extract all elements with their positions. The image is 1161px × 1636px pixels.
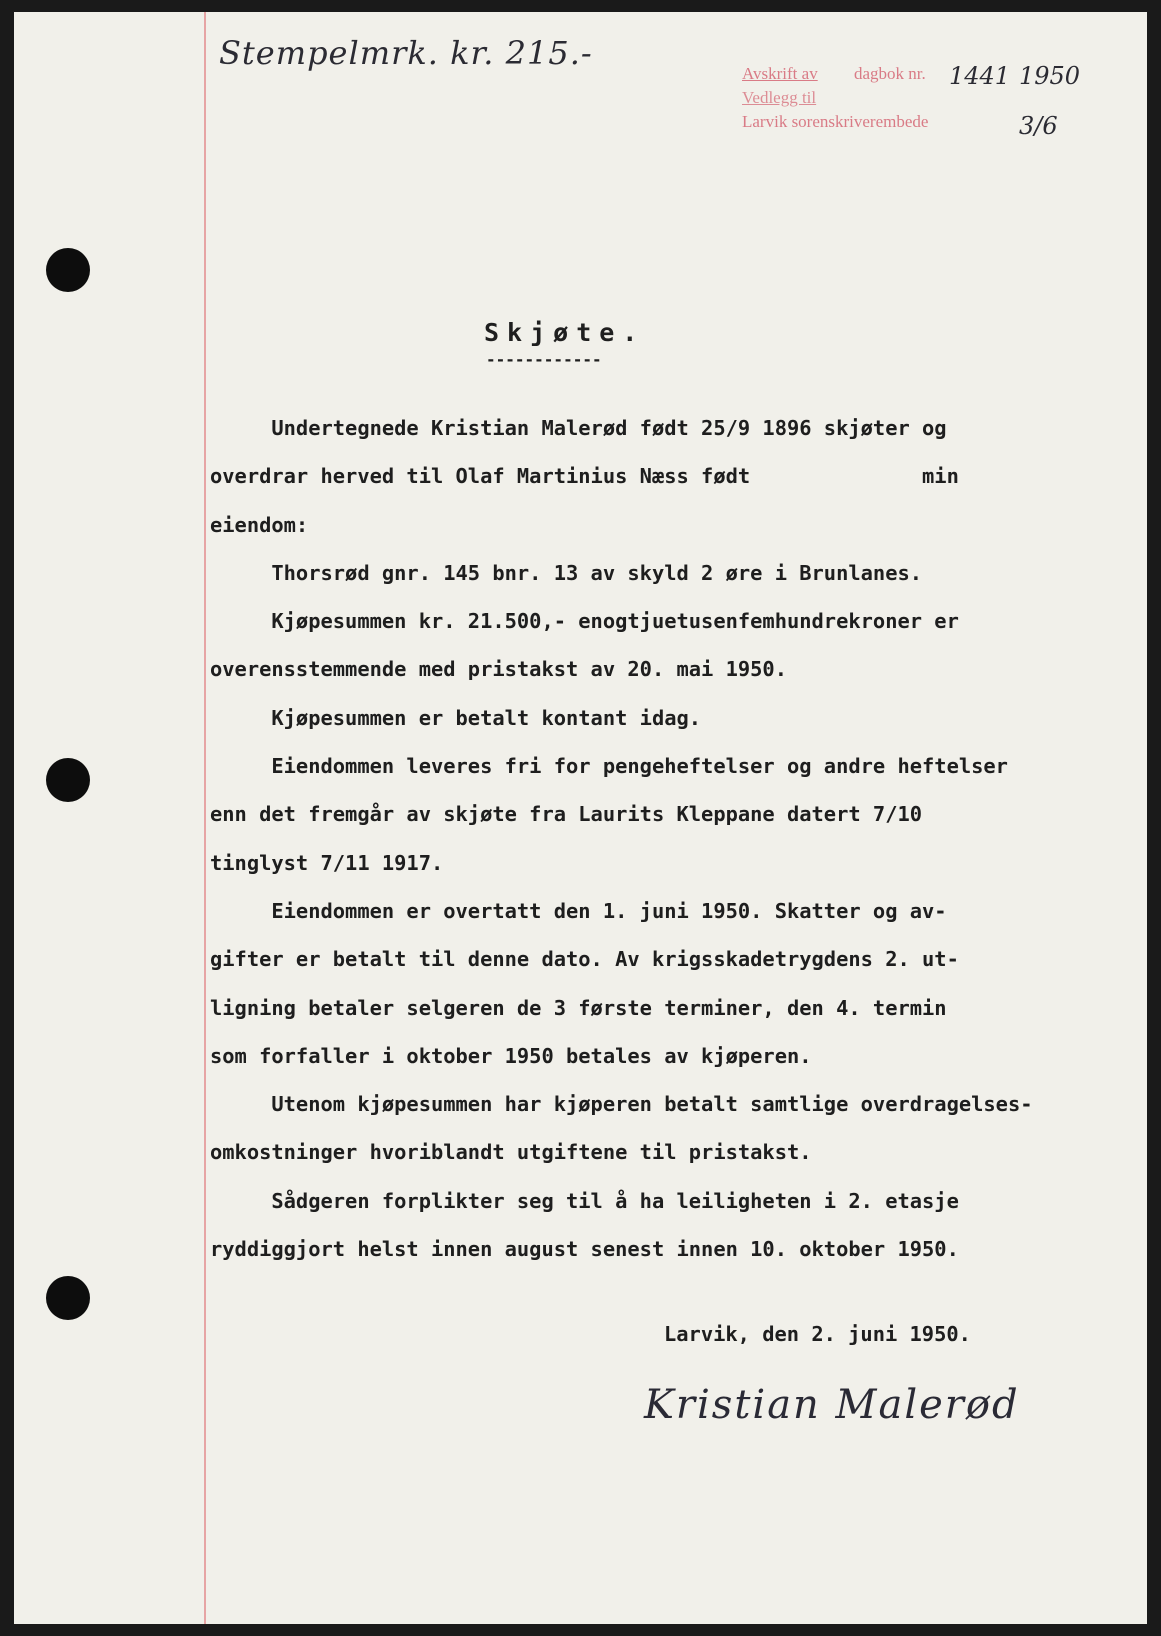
margin-rule: [204, 12, 206, 1624]
body-line: enn det fremgår av skjøte fra Laurits Kleppane datert 7/10: [210, 802, 923, 827]
body-line: Eiendommen er overtatt den 1. juni 1950. Skatter og av-: [210, 898, 947, 923]
stamp-dagbok-number: 1441: [949, 62, 1011, 90]
stamp-dagbok-label: dagbok nr.: [854, 64, 926, 83]
body-line: ryddiggjort helst innen august senest innen 10. oktober 1950.: [210, 1237, 959, 1262]
body-line: Sådgeren forplikter seg til å ha leiligheten i 2. etasje: [210, 1188, 959, 1213]
stamp-duty-note: Stempelmrk. kr. 215.-: [219, 34, 593, 72]
body-line: overdrar herved til Olaf Martinius Næss født min: [210, 464, 959, 489]
body-line: Kjøpesummen er betalt kontant idag.: [210, 705, 702, 730]
body-line: eiendom:: [210, 512, 309, 537]
punch-hole: [46, 248, 90, 292]
place-and-date: Larvik, den 2. juni 1950.: [664, 1322, 971, 1346]
body-line: Kjøpesummen kr. 21.500,- enogtjuetusenfemhundrekroner er: [210, 609, 959, 634]
body-line: Utenom kjøpesummen har kjøperen betalt samtlige overdragelses-: [210, 1092, 1033, 1117]
body-line: ligning betaler selgeren de 3 første terminer, den 4. termin: [210, 995, 947, 1020]
signature: Kristian Malerød: [644, 1382, 1020, 1428]
body-line: Eiendommen leveres fri for pengeheftelser og andre heftelser: [210, 754, 1008, 779]
body-line: overensstemmende med pristakst av 20. mai 1950.: [210, 657, 787, 682]
stamp-line-1: Avskrift av: [742, 64, 818, 83]
document-page: [14, 12, 1147, 1624]
title-underline: ------------: [486, 350, 602, 369]
stamp-date: 3/6: [1019, 112, 1058, 140]
body-line: Undertegnede Kristian Malerød født 25/9 1896 skjøter og: [210, 416, 947, 440]
body-line: Thorsrød gnr. 145 bnr. 13 av skyld 2 øre i Brunlanes.: [210, 560, 923, 585]
deed-body: [210, 404, 1110, 1273]
document-title: Skjøte.: [484, 318, 646, 347]
body-line: tinglyst 7/11 1917.: [210, 850, 444, 875]
punch-hole: [46, 1276, 90, 1320]
stamp-line-2: Vedlegg til: [742, 88, 817, 107]
stamp-year: 1950: [1019, 62, 1081, 90]
body-line: gifter er betalt til denne dato. Av krigsskadetrygdens 2. ut-: [210, 947, 959, 972]
body-line: som forfaller i oktober 1950 betales av kjøperen.: [210, 1043, 812, 1068]
stamp-line-3: Larvik sorenskriverembede: [742, 112, 929, 131]
punch-hole: [46, 758, 90, 802]
registry-stamp: [742, 62, 928, 134]
body-line: omkostninger hvoriblandt utgiftene til pristakst.: [210, 1140, 812, 1165]
